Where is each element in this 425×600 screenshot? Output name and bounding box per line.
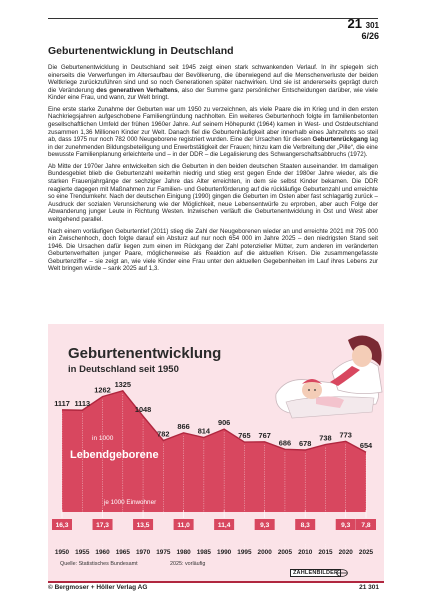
x-tick-label: 1995 [237, 549, 252, 556]
rate-label: 13,5 [136, 522, 150, 530]
value-label: 906 [217, 418, 231, 428]
note-label: 2025: vorläufig [170, 561, 206, 567]
value-label: 782 [157, 429, 170, 439]
x-tick-label: 2025 [358, 549, 374, 556]
value-label: 1325 [114, 379, 132, 389]
article-body [48, 64, 378, 277]
page-indicator: 6/26 [361, 31, 379, 41]
x-tick-label: 1985 [196, 549, 211, 556]
value-label: 814 [197, 426, 211, 436]
rate-label: 9,3 [341, 522, 351, 530]
births-area-chart [48, 324, 384, 583]
x-tick-label: 1950 [54, 549, 70, 556]
x-tick-label: 2010 [298, 549, 313, 556]
value-label: 767 [258, 430, 271, 440]
x-tick-label: 1955 [75, 549, 90, 556]
zahlenbilder-logo-icon [336, 569, 348, 577]
x-tick-label: 1990 [217, 549, 232, 556]
rate-label: 8,3 [300, 522, 310, 530]
chart-subtitle: in Deutschland seit 1950 [68, 364, 179, 375]
value-label: 1048 [134, 405, 152, 415]
rate-label: 9,3 [260, 522, 270, 530]
value-label: 773 [339, 430, 352, 440]
x-tick-label: 1980 [176, 549, 191, 556]
x-tick-label: 1960 [95, 549, 110, 556]
birth-chart-graphic [48, 324, 384, 583]
x-tick-label: 1970 [135, 549, 151, 556]
value-label: 738 [319, 433, 332, 443]
value-label: 678 [299, 439, 312, 449]
paragraph-2: Eine erste starke Zunahme der Geburten war um 1950 zu verzeichnen, als viele Paare die im Krieg und in den ersten Nachkriegsjahren aufgeschobene Familiengründung nachholten. Ein weiteres Geburtenhoch folgte im familienbetonten gesellschaftlichen Umfeld der frühen 1960er Jahre. Auf seinem Höhepunkt (1964) kamen in West- und Ostdeutschland zusammen 1,36 Millionen Kinder zur Welt. Danach fiel die Geburtenhäufigkeit aber innerhalb eines Jahrzehnts so steil ab, dass 1975 nur noch 782 000 Neugeborene registriert wurden. Eine der Ursachen für diesen Geburtenrückgang lag in der zunehmenden Bildungsbeteiligung und Erwerbstätigkeit der Frauen; hinzu kam die Verbreitung der „Pille“, die eine bewusste Familienplanung erleichterte und – in der DDR – die Legalisierung des Schwangerschaftsabbruchs (1972). [48, 105, 378, 159]
rate-label: 7,8 [361, 522, 371, 530]
x-tick-label: 2005 [277, 549, 293, 556]
value-label: 866 [177, 421, 190, 431]
rate-label: 17,3 [96, 522, 109, 530]
rate-label: 11,0 [177, 522, 190, 530]
series-label: Lebendgeborene [70, 449, 159, 461]
value-label: 654 [359, 441, 373, 451]
graphic-bottom-rule [48, 581, 384, 583]
chart-title: Geburtenentwicklung [68, 345, 222, 362]
value-label: 686 [278, 438, 292, 448]
paragraph-3: Ab Mitte der 1970er Jahre entwickelten sich die Geburten in den beiden deutschen Staaten auseinander. Im damaligen Bundesgebiet blieb die Geburtenzahl weiterhin niedrig und stieg erst gegen Ende der 1980er Jahre wieder, als die starken Frauenjahrgänge der sechziger Jahre das Alter erreichten, in dem sie selbst Kinder bekamen. Die DDR reagierte dagegen mit Maßnahmen zur Familien- und Geburtenförderung auf die rückläufige Geburtenzahl und erreichte so eine Trendumkehr. Nach der deutschen Einigung (1990) gingen die Geburten im Osten aber fast schlagartig zurück – Ausdruck der sozialen Verunsicherung wie der Möglichkeit, neue Lebensentwürfe zu erproben, aber auch Folge der Abwanderung junger Leute in Richtung Westen. Inzwischen verläuft die Geburtenentwicklung in Ost und West aber weitgehend parallel. [48, 162, 378, 223]
page-title: Geburtenentwicklung in Deutschland [48, 45, 234, 57]
publisher-credit: © Bergmoser + Höller Verlag AG [48, 584, 148, 591]
unit-label: in 1000 [92, 435, 114, 442]
header-rule [48, 18, 378, 19]
rate-label: 16,3 [55, 522, 69, 530]
x-tick-label: 2015 [318, 549, 333, 556]
value-label: 765 [238, 431, 251, 441]
paragraph-4: Nach einem vorläufigen Geburtentief (2011) stieg die Zahl der Neugeborenen wieder an und erreichte 2021 mit 795 000 ein Zwischenhoch, doch folgte darauf ein Absturz auf nur noch 654 000 im Jahre 2025 – den niedrigsten Stand seit 1946. Die Ursachen dafür liegen zum einen im Rückgang der Zahl potenzieller Mütter, zum anderen im veränderten Geburtenverhalten junger Paare, möglicherweise als Reaktion auf die aktuellen Krisen. Die zusammengefasste Geburtenziffer – sie zeigt an, wie viele Kinder eine Frau unter den aktuellen Gegebenheiten im Lauf ihres Lebens zur Welt bringen würde – sank 2025 auf 1,3. [48, 227, 378, 273]
value-label: 1262 [94, 385, 111, 395]
x-tick-label: 2020 [338, 549, 353, 556]
doc-number-suffix: 301 [365, 21, 379, 30]
doc-reference: 21 301 [359, 584, 379, 591]
value-label: 1113 [74, 399, 91, 409]
paragraph-1: Die Geburtenentwicklung in Deutschland seit 1945 zeigt einen stark schwankenden Verlauf. In ihr spiegeln sich einerseits die Verwerfungen im Altersaufbau der Bevölkerung, die überwiegend auf die Menschenverluste der beiden Weltkriege zurückzuführen sind und so noch Generationen später nachwirken. Und sie ist andererseits geprägt durch die Veränderung des generativen Verhaltens, also der Summe ganz persönlicher Entscheidungen darüber, wie viele Kinder eine Frau, und wann, zur Welt bringt. [48, 64, 378, 102]
x-tick-label: 2000 [257, 549, 272, 556]
doc-number: 21 [347, 16, 363, 31]
source-label: Quelle: Statistisches Bundesamt [60, 561, 138, 567]
value-label: 1117 [54, 398, 70, 408]
rate-unit-label: je 1000 Einwohner [104, 499, 157, 506]
document-number [348, 18, 379, 42]
rate-label: 11,4 [217, 522, 231, 530]
x-tick-label: 1965 [115, 549, 130, 556]
x-tick-label: 1975 [156, 549, 171, 556]
zahlenbilder-logo: ZAHLENBILDER [290, 569, 341, 577]
